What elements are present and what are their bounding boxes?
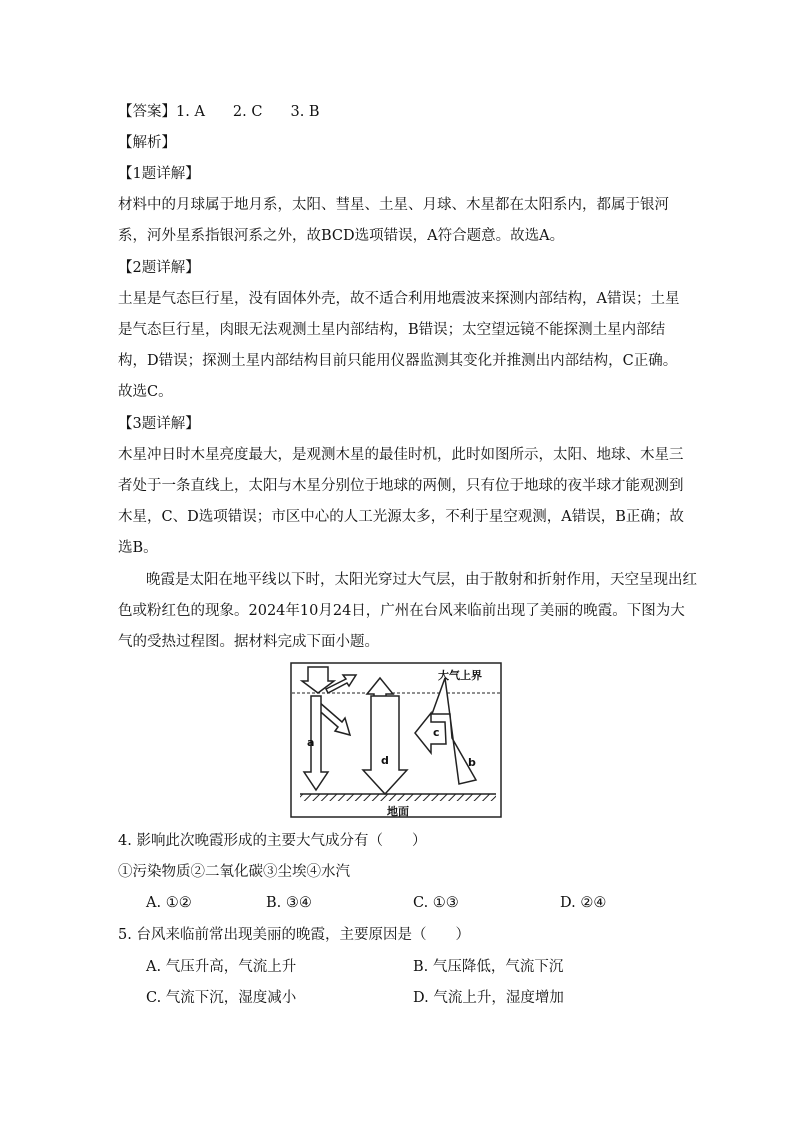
- q3-text-line: 木星冲日时木星亮度最大，是观测木星的最佳时机，此时如图所示，太阳、地球、木星三: [118, 447, 684, 463]
- q2-heading: 【2题详解】: [118, 260, 200, 276]
- question-4-option-a[interactable]: A. ①②: [146, 895, 192, 911]
- question-5-option-d[interactable]: D. 气流上升，湿度增加: [413, 990, 564, 1006]
- answer-tag: 【答案】: [118, 104, 176, 120]
- arrow-d-label: d: [381, 754, 389, 767]
- q3-text-line: 木星，C、D选项错误；市区中心的人工光源太多，不利于星空观测，A错误，B正确；故: [118, 509, 684, 525]
- q1-text-line: 材料中的月球属于地月系，太阳、彗星、土星、月球、木星都在太阳系内，都属于银河: [118, 197, 669, 213]
- ground-label: 地面: [387, 805, 409, 818]
- answer-line: [118, 102, 678, 122]
- answer-item: 1. A: [176, 104, 205, 120]
- material-text-line: 色或粉红色的现象。2024年10月24日，广州在台风来临前出现了美丽的晚霞。下图为大: [118, 603, 685, 619]
- question-5-option-b[interactable]: B. 气压降低，气流下沉: [413, 959, 564, 975]
- q2-text-line: 是气态巨行星，肉眼无法观测土星内部结构，B错误；太空望远镜不能探测土星内部结: [118, 322, 666, 338]
- question-5-option-c[interactable]: C. 气流下沉，湿度减小: [146, 990, 297, 1006]
- arrow-c-label: c: [433, 726, 440, 739]
- q3-heading: 【3题详解】: [118, 416, 200, 432]
- q2-text-line: 构，D错误；探测土星内部结构目前只能用仪器监测其变化并推测出内部结构，C正确。: [118, 353, 678, 369]
- q3-text-line: 者处于一条直线上，太阳与木星分别位于地球的两侧，只有位于地球的夜半球才能观测到: [118, 478, 684, 494]
- analysis-label: 【解析】: [118, 135, 176, 151]
- arrow-a-label: a: [307, 736, 315, 749]
- q1-heading: 【1题详解】: [118, 166, 200, 182]
- atmosphere-top-label: 大气上界: [438, 669, 482, 682]
- question-4-choices: ①污染物质②二氧化碳③尘埃④水汽: [118, 864, 350, 880]
- q1-text-line: 系，河外星系指银河系之外，故BCD选项错误，A符合题意。故选A。: [118, 228, 565, 244]
- atmosphere-heating-diagram: [290, 662, 504, 820]
- question-4-stem: 4. 影响此次晚霞形成的主要大气成分有（ ）: [118, 833, 427, 849]
- material-text-line: 气的受热过程图。据材料完成下面小题。: [118, 634, 379, 650]
- question-4-option-d[interactable]: D. ②④: [560, 895, 607, 911]
- answer-item: 3. B: [290, 104, 320, 120]
- material-text-line: 晚霞是太阳在地平线以下时，太阳光穿过大气层，由于散射和折射作用，天空呈现出红: [146, 572, 697, 588]
- arrow-b-label: b: [468, 756, 476, 769]
- q2-text-line: 故选C。: [118, 384, 173, 400]
- ground-hatch: [300, 794, 496, 801]
- answer-item: 2. C: [232, 104, 263, 120]
- question-5-option-a[interactable]: A. 气压升高，气流上升: [146, 959, 297, 975]
- q2-text-line: 土星是气态巨行星，没有固体外壳，故不适合利用地震波来探测内部结构，A错误；土星: [118, 291, 680, 307]
- q3-text-line: 选B。: [118, 540, 158, 556]
- question-5-stem: 5. 台风来临前常出现美丽的晚霞，主要原因是（ ）: [118, 927, 470, 943]
- question-4-option-b[interactable]: B. ③④: [266, 895, 312, 911]
- question-4-option-c[interactable]: C. ①③: [413, 895, 459, 911]
